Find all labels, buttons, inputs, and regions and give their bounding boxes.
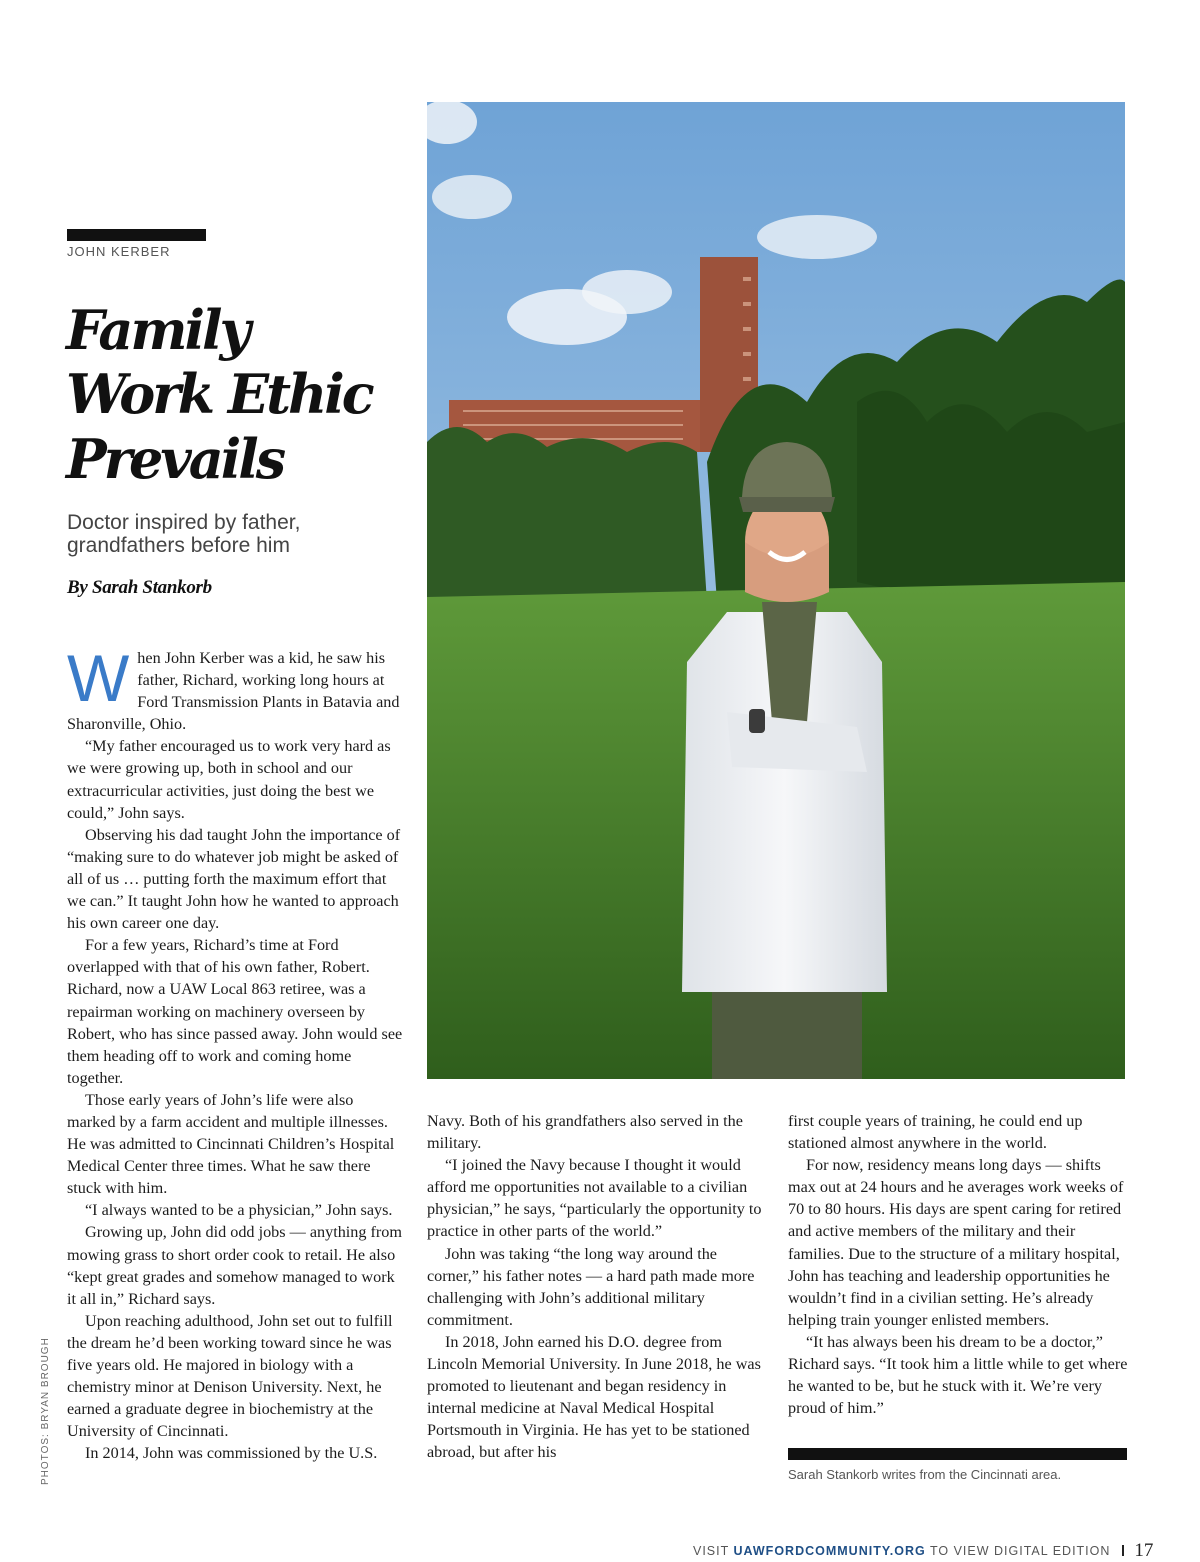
author-bio: Sarah Stankorb writes from the Cincinnati area. [788,1467,1062,1482]
paragraph: In 2018, John earned his D.O. degree from Lincoln Memorial University. In June 2018, he was promoted to lieutenant and began residency in internal medicine at Naval Medical Hospital Portsmouth in Virginia. He has yet to be stationed abroad, but after his [427,1332,761,1462]
portrait-photo-illustration [427,102,1125,1079]
subheadline-line: Doctor inspired by father, [67,511,301,534]
paragraph [67,641,405,735]
kicker: JOHN KERBER [67,244,171,259]
paragraph: John was taking “the long way around the corner,” his father notes — a hard path made more challenging with John’s additional military commitment. [427,1244,755,1329]
headline [66,298,406,491]
end-rule [788,1448,1127,1460]
paragraph: Those early years of John’s life were also marked by a farm accident and multiple illnesses. He was admitted to Cincinnati Children’s Hospital Medical Center three times. What he saw there stuck with him. [67,1090,395,1198]
byline: By Sarah Stankorb [67,577,212,598]
subheadline [67,512,397,557]
paragraph: “I joined the Navy because I thought it would afford me opportunities not available to a civilian physician,” he says, “particularly the opportunity to practice in other parts of the world.” [427,1156,762,1241]
paragraph: Upon reaching adulthood, John set out to fulfill the dream he’d been working toward since he was five years old. He majored in biology with a chemistry minor at Denison University. Next, he earned a graduate degree in biochemistry at the University of Cincinnati. [67,1311,393,1441]
headline-line: Work Ethic [66,362,372,427]
portrait-photo [427,102,1125,1079]
page-number: 17 [1134,1540,1154,1561]
footer-url-link[interactable]: UAWFORDCOMMUNITY.ORG [733,1544,926,1558]
headline-line: Prevails [66,426,284,491]
paragraph: Growing up, John did odd jobs — anything from mowing grass to short order cook to retail. He also “kept great grades and somehow managed to work it all in,” Richard says. [67,1223,402,1308]
drop-cap: W [67,641,130,715]
paragraph: “I always wanted to be a physician,” John says. [85,1201,393,1220]
article-column-1 [67,641,405,1464]
paragraph: “My father encouraged us to work very hard as we were growing up, both in school and our extracurricular activities, just doing the best we could,” John says. [67,737,391,822]
paragraph-text: hen John Kerber was a kid, he saw his father, Richard, working long hours at Ford Transmission Plants in Batavia and Sharonville, Ohio. [67,649,400,734]
paragraph: Navy. Both of his grandfathers also served in the military. [427,1112,743,1153]
paragraph: “It has always been his dream to be a doctor,” Richard says. “It took him a little while to get where he wanted to be, but he stuck with it. We’re very proud of him.” [788,1332,1128,1418]
footer-suffix: TO VIEW DIGITAL EDITION [925,1544,1111,1558]
subheadline-line: grandfathers before him [67,533,290,557]
article-column-2 [427,1110,765,1464]
paragraph: For a few years, Richard’s time at Ford overlapped with that of his own father, Robert. Richard, now a UAW Local 863 retiree, was a repairman working on machinery overseen by Robert, who has since passed away. John would see them heading off to work and coming home together. [67,936,403,1087]
footer-prefix: VISIT [693,1544,734,1558]
paragraph: first couple years of training, he could end up stationed almost anywhere in the world. [788,1112,1083,1153]
headline-line: Family [66,298,248,362]
paragraph: Observing his dad taught John the importance of “making sure to do whatever job might be asked of all of us … putting forth the maximum effort that we can.” It taught John how he wanted to approach his own career one day. [67,825,401,933]
paragraph: For now, residency means long days — shifts max out at 24 hours and he averages work weeks of 70 to 80 hours. His days are spent caring for retired and active members of the military and their families. Due to the structure of a military hospital, John has teaching and leadership opportunities he wouldn’t find in a civilian setting. He’s already helping train younger enlisted members. [788,1156,1124,1329]
article-column-3 [788,1110,1128,1419]
page-footer [693,1540,1153,1562]
footer-divider [1122,1545,1124,1556]
photo-credit: PHOTOS: BRYAN BROUGH [40,1337,51,1485]
paragraph: In 2014, John was commissioned by the U.S. [85,1444,378,1463]
kicker-rule [67,229,206,241]
